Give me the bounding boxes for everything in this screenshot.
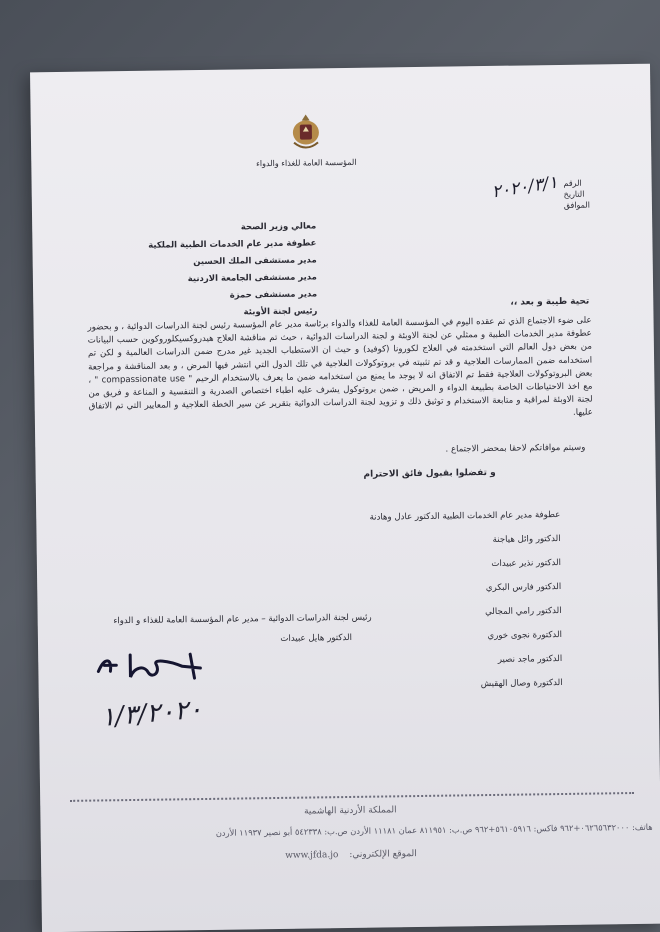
agency-name: المؤسسة العامة للغذاء والدواء bbox=[256, 157, 357, 169]
recipient: مدير مستشفى الملك الحسين bbox=[193, 255, 317, 268]
signatories-list bbox=[320, 503, 563, 698]
signatory: الدكتور نذير عبيدات bbox=[491, 558, 561, 569]
signatory: الدكتور وائل هياجنة bbox=[492, 534, 561, 545]
reference-block bbox=[563, 178, 590, 211]
footer-divider bbox=[70, 792, 634, 802]
handwritten-date-bottom: ١/٣/٢٠٢٠ bbox=[99, 694, 204, 733]
signatory: الدكتورة نجوى خوري bbox=[487, 629, 563, 642]
handwritten-signature bbox=[90, 646, 221, 688]
signatory: الدكتورة وصال الهقيش bbox=[480, 677, 563, 690]
recipient: مدير مستشفى حمزة bbox=[229, 289, 318, 301]
recipients-list bbox=[136, 218, 317, 323]
recipient: مدير مستشفى الجامعة الاردنية bbox=[187, 272, 317, 285]
signatory: الدكتور رامي المجالي bbox=[485, 606, 562, 618]
ref-date-label: التاريخ bbox=[563, 189, 585, 199]
signatory: الدكتور فارس البكري bbox=[485, 582, 562, 594]
signer-title: رئيس لجنة الدراسات الدوائية – مدير عام المؤسسة العامة للغذاء و الدواء bbox=[113, 612, 372, 627]
website-label: الموقع الإلكتروني: bbox=[349, 849, 417, 860]
letter-page bbox=[30, 64, 660, 932]
handwritten-date-top: ٢٠٢٠/٣/١ bbox=[490, 172, 559, 203]
footer-website bbox=[41, 846, 660, 865]
signer-name: الدكتور هايل عبيدات bbox=[280, 632, 353, 644]
recipient: عطوفة مدير عام الخدمات الطبية الملكية bbox=[148, 238, 317, 251]
signatory: عطوفة مدير عام الخدمات الطبية الدكتور عادل وهادنة bbox=[369, 510, 561, 523]
royal-crest-icon bbox=[289, 112, 324, 152]
website-link[interactable]: www.jfda.jo bbox=[285, 850, 339, 861]
closing-line: و تفضلوا بقبول فائق الاحترام bbox=[363, 467, 496, 480]
signatory: الدكتور ماجد نصير bbox=[497, 653, 563, 665]
body-paragraph: على ضوء الاجتماع الذي تم عقده اليوم في المؤسسة العامة للغذاء والدواء برئاسة مدير عام المؤسسة رئيس لجنة الدراسات الدوائية ، و بحضور عطوفة مدير الخدمات الطبية و ممثلي عن لجنة الاوبئة و لجنة الدراسات الدوائية ، حيث تم مناقشة العلاج هيدروكسيكلوروكوين حسب البيانات من بعض دول العالم التي استخدمته في العلاج لكورونا (كوفيد) و حيث ان الاستطباب الجديد غير مدرج ضمن الدراسات العالمية و لكن تم استخدامه ضمن الممارسات العلاجية و قد تم تثبيته في بروتوكولات العلاجية في تلك الدول التي انتشر فيها المرض ، و بعد المناقشة و مراجعة بعض البروتوكولات العلاجية فقط تم الاتفاق انه لا يوجد ما يمنع من استخدامه ضمن ما يعرف بالاستخدام الرحيم " compassionate use " ، مع اخذ الاحتياطات الخاصة بطبيعة الدواء و المريض ، ضمن بروتوكول يشرف عليه اطباء اختصاص الصدرية و التنفسية و المناعة و فريق من لجنة الاوبئة لمراقبة و متابعة الاستخدام و توثيق ذلك و تزويد لجنة الدراسات الدوائية بتقرير عن سير الخطة العلاجية و المعايير التي تم الاتفاق عليها. bbox=[87, 315, 593, 419]
signer-block bbox=[72, 612, 372, 647]
footer-country: المملكة الأردنية الهاشمية bbox=[303, 805, 397, 817]
greeting: تحية طيبة و بعد ،، bbox=[510, 296, 590, 308]
recipient: رئيس لجنة الأوبئة bbox=[243, 306, 318, 318]
footer-contact: هاتف: ٠٦٢٦٥٦٣٢٠٠٠+٩٦٢ فاكس: ٥٦١٠٥٩١٦+٩٦٢ ص.ب: ٨١١٩٥١ عمان ١١١٨١ الأردن ص.ب: ٥٤٢٣٣٨ أبو نصير ١١٩٣٧ الأردن bbox=[215, 821, 653, 838]
ref-number-label: الرقم bbox=[563, 178, 582, 188]
ref-corresponding-label: الموافق bbox=[563, 200, 590, 210]
recipient: معالي وزير الصحة bbox=[240, 221, 317, 233]
followup-note: وسيتم موافاتكم لاحقا بمحضر الاجتماع . bbox=[445, 442, 586, 455]
